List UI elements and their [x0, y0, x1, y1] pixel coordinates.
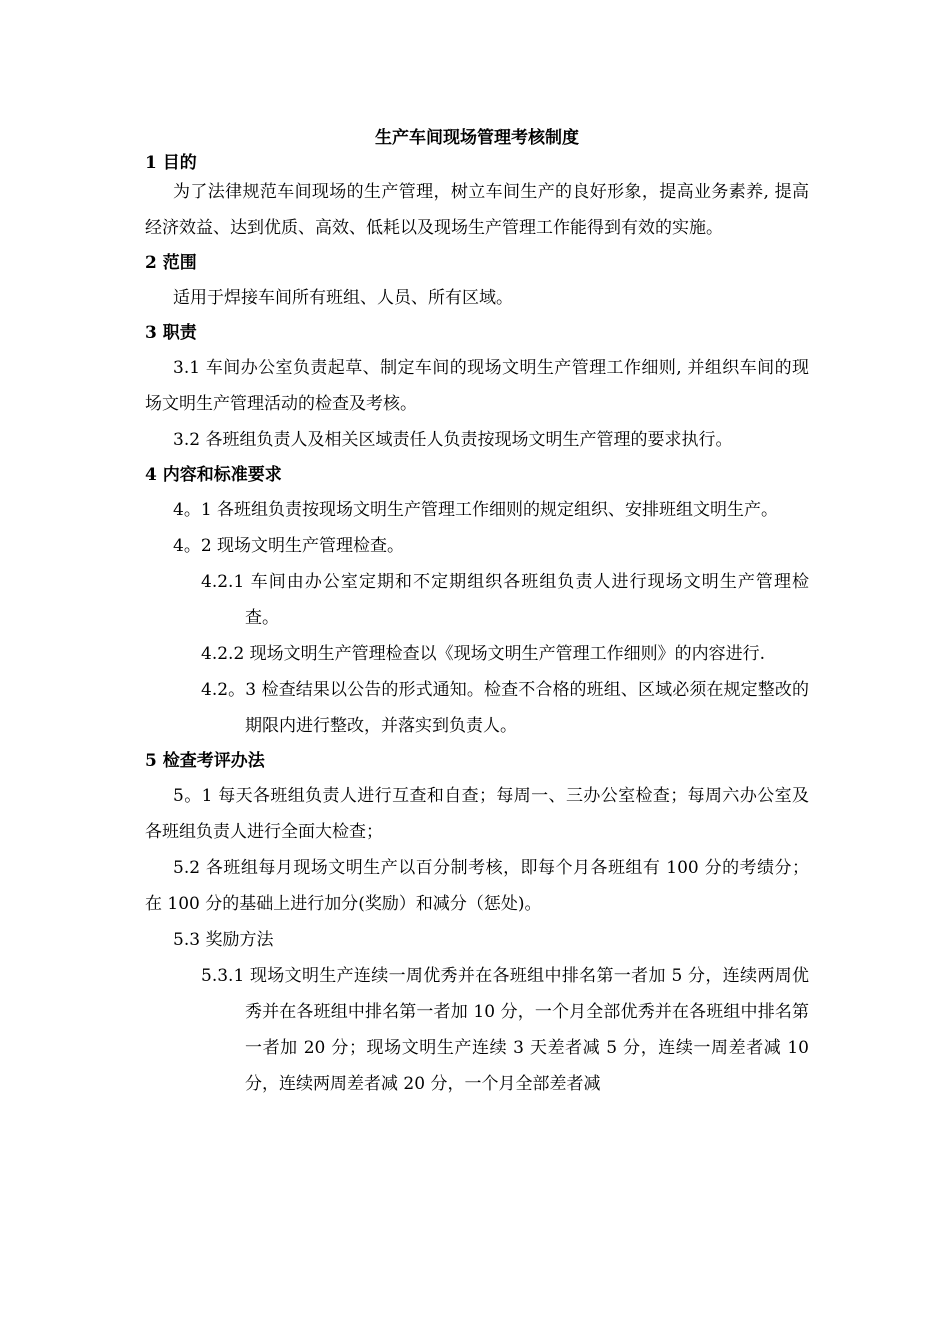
section-2-paragraph: 适用于焊接车间所有班组、人员、所有区域。 — [173, 288, 513, 308]
section-5-3-1-paragraph: 5.3.1 现场文明生产连续一周优秀并在各班组中排名第一者加 5 分，连续两周优秀并在各班组中排名第一者加 10 分，一个月全部优秀并在各班组中排名第一者加 20 分；现场文明生产连续 3 天差者减 5 分，连续一周差者减 10 分，连续两周差者减 20 分，一个月全部差者减 — [201, 966, 809, 1094]
section-2-heading: 2 范围 — [145, 253, 197, 273]
section-5-1-paragraph: 5。1 每天各班组负责人进行互查和自查；每周一、三办公室检查；每周六办公室及各班组负责人进行全面大检查； — [145, 786, 809, 842]
section-4-2-2-paragraph: 4.2.2 现场文明生产管理检查以《现场文明生产管理工作细则》的内容进行. — [201, 644, 766, 664]
section-3-heading: 3 职责 — [145, 323, 197, 343]
document-title: 生产车间现场管理考核制度 — [375, 128, 579, 148]
section-4-2-3-paragraph: 4.2。3 检查结果以公告的形式通知。检查不合格的班组、区域必须在规定整改的期限内进行整改，并落实到负责人。 — [201, 680, 809, 736]
section-5-heading: 5 检查考评办法 — [145, 751, 265, 771]
section-3-2-paragraph: 3.2 各班组负责人及相关区域责任人负责按现场文明生产管理的要求执行。 — [173, 430, 733, 450]
section-5-2-paragraph: 5.2 各班组每月现场文明生产以百分制考核，即每个月各班组有 100 分的考绩分；在 100 分的基础上进行加分(奖励）和减分（惩处)。 — [145, 858, 809, 914]
section-4-2-paragraph: 4。2 现场文明生产管理检查。 — [173, 536, 405, 556]
document-page — [145, 124, 809, 1102]
section-1-heading: 1 目的 — [145, 153, 197, 173]
section-4-heading: 4 内容和标准要求 — [145, 465, 282, 485]
section-1-paragraph: 为了法律规范车间现场的生产管理，树立车间生产的良好形象，提高业务素养, 提高经济效益、达到优质、高效、低耗以及现场生产管理工作能得到有效的实施。 — [145, 182, 809, 238]
section-5-3-heading: 5.3 奖励方法 — [173, 930, 274, 950]
section-4-1-paragraph: 4。1 各班组负责按现场文明生产管理工作细则的规定组织、安排班组文明生产。 — [173, 500, 779, 520]
section-4-2-1-paragraph: 4.2.1 车间由办公室定期和不定期组织各班组负责人进行现场文明生产管理检查。 — [201, 572, 809, 628]
section-3-1-paragraph: 3.1 车间办公室负责起草、制定车间的现场文明生产管理工作细则, 并组织车间的现场文明生产管理活动的检查及考核。 — [145, 358, 809, 414]
